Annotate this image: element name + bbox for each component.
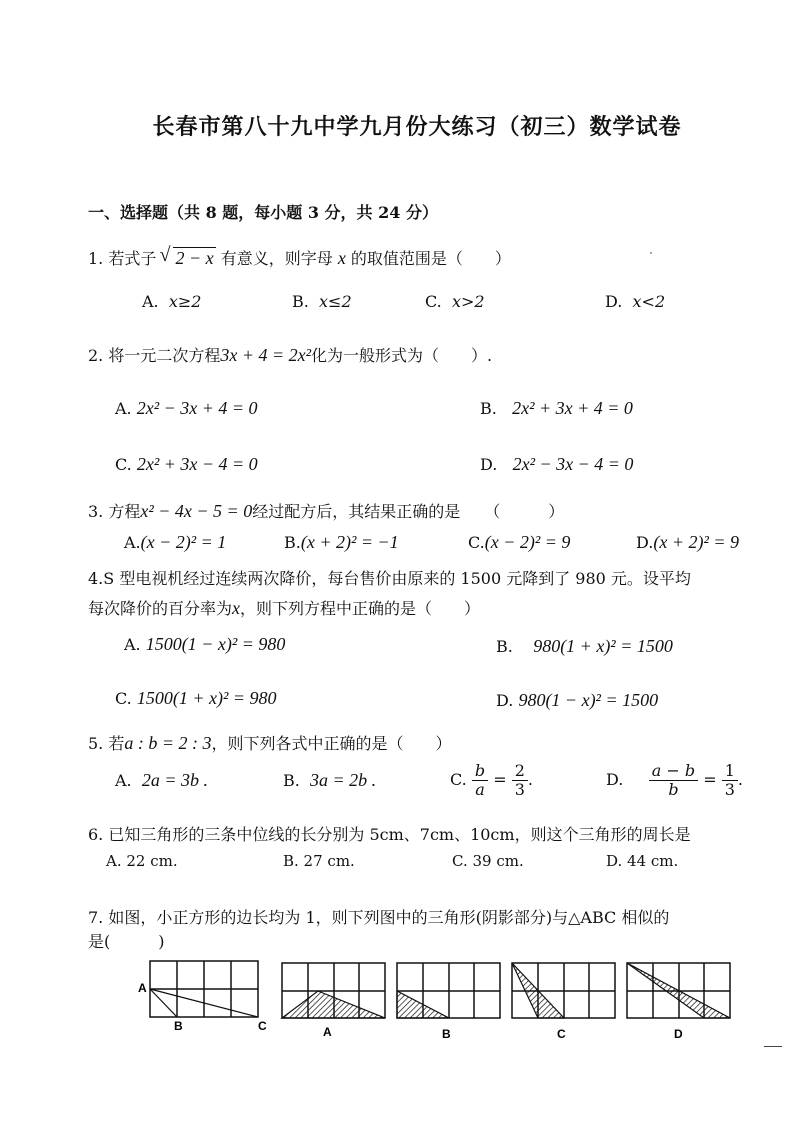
figure-option-b (394, 960, 504, 1046)
q2-option-d: D. 2x² − 3x − 4 = 0 (480, 454, 634, 474)
q5-option-c: C. $\frac{b}{a}$ = $\frac{2}{3}$ . (450, 761, 533, 799)
q4-option-d: D. 980(1 − x)² = 1500 (496, 690, 659, 710)
scan-speck (650, 252, 652, 254)
section-heading-choice: 一、选择题（共 8 题，每小题 3 分，共 24 分） (88, 203, 438, 222)
question-1: 1. 若式子 √ 2 − x 有意义，则字母 x 的取值范围是（ ） (88, 246, 511, 269)
q2-option-b: B. 2x² + 3x + 4 = 0 (480, 398, 633, 418)
point-a-label: A (138, 981, 147, 995)
q2-option-c: C. 2x² + 3x − 4 = 0 (115, 454, 258, 474)
q5-option-d: D. $\frac{a - b}{b}$ = $\frac{1}{3}$ . (606, 761, 744, 799)
q3-option-b: B.(x + 2)² = −1 (284, 532, 399, 552)
figure-option-c (509, 960, 619, 1046)
scan-mark (764, 1046, 782, 1047)
q6-option-b: B. 27 cm. (283, 852, 355, 870)
option-d-label: D (674, 1027, 683, 1041)
q3-option-d: D.(x + 2)² = 9 (636, 532, 740, 552)
figure-option-a (279, 960, 389, 1046)
question-7-line-1: 7. 如图，小正方形的边长均为 1，则下列图中的三角形(阴影部分)与△ABC 相似的 (88, 908, 670, 927)
question-4-line-2: 每次降价的百分率为x，则下列方程中正确的是（ ） (88, 598, 481, 618)
q5-option-a: A. 2a = 3b . (115, 770, 208, 790)
page-title: 长春市第八十九中学九月份大练习（初三）数学试卷 (152, 114, 682, 140)
option-c-label: C (557, 1027, 566, 1041)
question-5: 5. 若a : b = 2 : 3，则下列各式中正确的是（ ） (88, 733, 452, 753)
q2-option-a: A. 2x² − 3x + 4 = 0 (115, 398, 258, 418)
q4-option-b: B. 980(1 + x)² = 1500 (496, 636, 673, 656)
q1-option-b: B. x≤2 (292, 292, 352, 311)
sqrt-expression: √ 2 − x (161, 248, 215, 269)
q1-option-d: D. x<2 (605, 292, 666, 311)
q3-option-c: C.(x − 2)² = 9 (468, 532, 571, 552)
question-number: 1. (88, 249, 104, 268)
point-c-label: C (258, 1019, 267, 1033)
figure-option-d (624, 960, 736, 1046)
q6-option-a: A. 22 cm. (106, 852, 178, 870)
question-7-line-2: 是( ) (88, 932, 165, 951)
q5-option-b: B. 3a = 2b . (283, 770, 377, 790)
figure-abc-grid (138, 955, 270, 1035)
question-2: 2. 将一元二次方程3x + 4 = 2x²化为一般形式为（ ）. (88, 345, 493, 365)
question-3: 3. 方程x² − 4x − 5 = 0经过配方后，其结果正确的是 （ ） (88, 501, 565, 521)
q4-option-c: C. 1500(1 + x)² = 980 (115, 688, 277, 708)
option-b-label: B (442, 1027, 451, 1041)
option-a-label: A (323, 1025, 332, 1039)
question-6: 6. 已知三角形的三条中位线的长分别为 5cm、7cm、10cm，则这个三角形的周长是 (88, 825, 691, 844)
q1-option-a: A. x≥2 (142, 292, 202, 311)
point-b-label: B (174, 1019, 183, 1033)
q6-option-c: C. 39 cm. (452, 852, 524, 870)
q3-option-a: A.(x − 2)² = 1 (124, 532, 227, 552)
q1-option-c: C. x>2 (425, 292, 485, 311)
question-4-line-1: 4.S 型电视机经过连续两次降价，每台售价由原来的 1500 元降到了 980 元。设平均 (88, 569, 691, 588)
q6-option-d: D. 44 cm. (606, 852, 679, 870)
q4-option-a: A. 1500(1 − x)² = 980 (124, 634, 286, 654)
